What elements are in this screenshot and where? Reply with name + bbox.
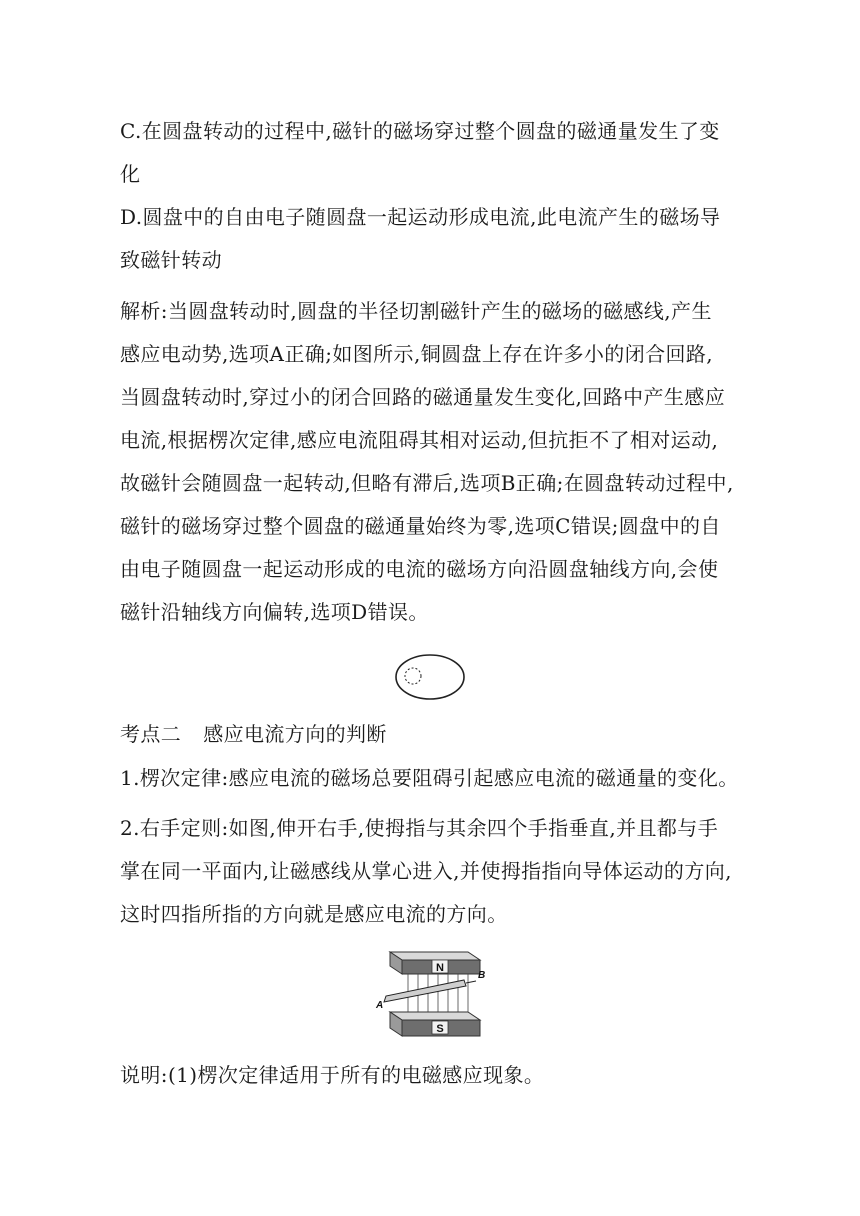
rod-end-a-label: A <box>376 1000 384 1011</box>
disc-loop-figure <box>392 652 468 702</box>
conductor-rod <box>384 980 466 1002</box>
magnet-conductor-figure <box>372 946 490 1040</box>
analysis-line: 磁针沿轴线方向偏转,选项D错误。 <box>120 600 429 624</box>
section-number: 考点二 <box>120 722 182 746</box>
option-d-line-2: 致磁针转动 <box>120 248 222 272</box>
right-hand-rule-line: 2.右手定则:如图,伸开右手,使拇指与其余四个手指垂直,并且都与手 <box>120 816 719 840</box>
option-c-line-2: 化 <box>120 162 141 186</box>
note-line: 说明:(1)楞次定律适用于所有的电磁感应现象。 <box>120 1063 545 1087</box>
option-c-line-1: C.在圆盘转动的过程中,磁针的磁场穿过整个圆盘的磁通量发生了变 <box>120 119 720 143</box>
rod-end <box>466 981 476 983</box>
closed-loop-dashed <box>405 668 421 684</box>
north-pole-top <box>390 952 480 960</box>
analysis-line: 解析:当圆盘转动时,圆盘的半径切割磁针产生的磁场的磁感线,产生 <box>120 299 712 323</box>
analysis-line: 感应电动势,选项A正确;如图所示,铜圆盘上存在许多小的闭合回路, <box>120 342 714 366</box>
lenz-law-paragraph: 1.楞次定律:感应电流的磁场总要阻碍引起感应电流的磁通量的变化。 <box>120 766 739 790</box>
analysis-line: 由电子随圆盘一起运动形成的电流的磁场方向沿圆盘轴线方向,会使 <box>120 557 719 581</box>
analysis-line: 当圆盘转动时,穿过小的闭合回路的磁通量发生变化,回路中产生感应 <box>120 385 726 409</box>
analysis-line: 电流,根据楞次定律,感应电流阻碍其相对运动,但抗拒不了相对运动, <box>120 428 719 452</box>
analysis-line: 故磁针会随圆盘一起转动,但略有滞后,选项B正确;在圆盘转动过程中, <box>120 471 734 495</box>
rod-end-b-label: B <box>478 970 486 981</box>
section-title <box>120 720 387 748</box>
south-pole-label: S <box>436 1023 444 1035</box>
analysis-line: 磁针的磁场穿过整个圆盘的磁通量始终为零,选项C错误;圆盘中的自 <box>120 514 721 538</box>
section-heading: 感应电流方向的判断 <box>203 722 387 746</box>
south-pole-top <box>390 1012 480 1020</box>
right-hand-rule-line: 这时四指所指的方向就是感应电流的方向。 <box>120 902 508 926</box>
disc-outline <box>396 655 464 699</box>
right-hand-rule-line: 掌在同一平面内,让磁感线从掌心进入,并使拇指指向导体运动的方向, <box>120 859 732 883</box>
option-d-line-1: D.圆盘中的自由电子随圆盘一起运动形成电流,此电流产生的磁场导 <box>120 205 721 229</box>
north-pole-label: N <box>436 962 444 974</box>
